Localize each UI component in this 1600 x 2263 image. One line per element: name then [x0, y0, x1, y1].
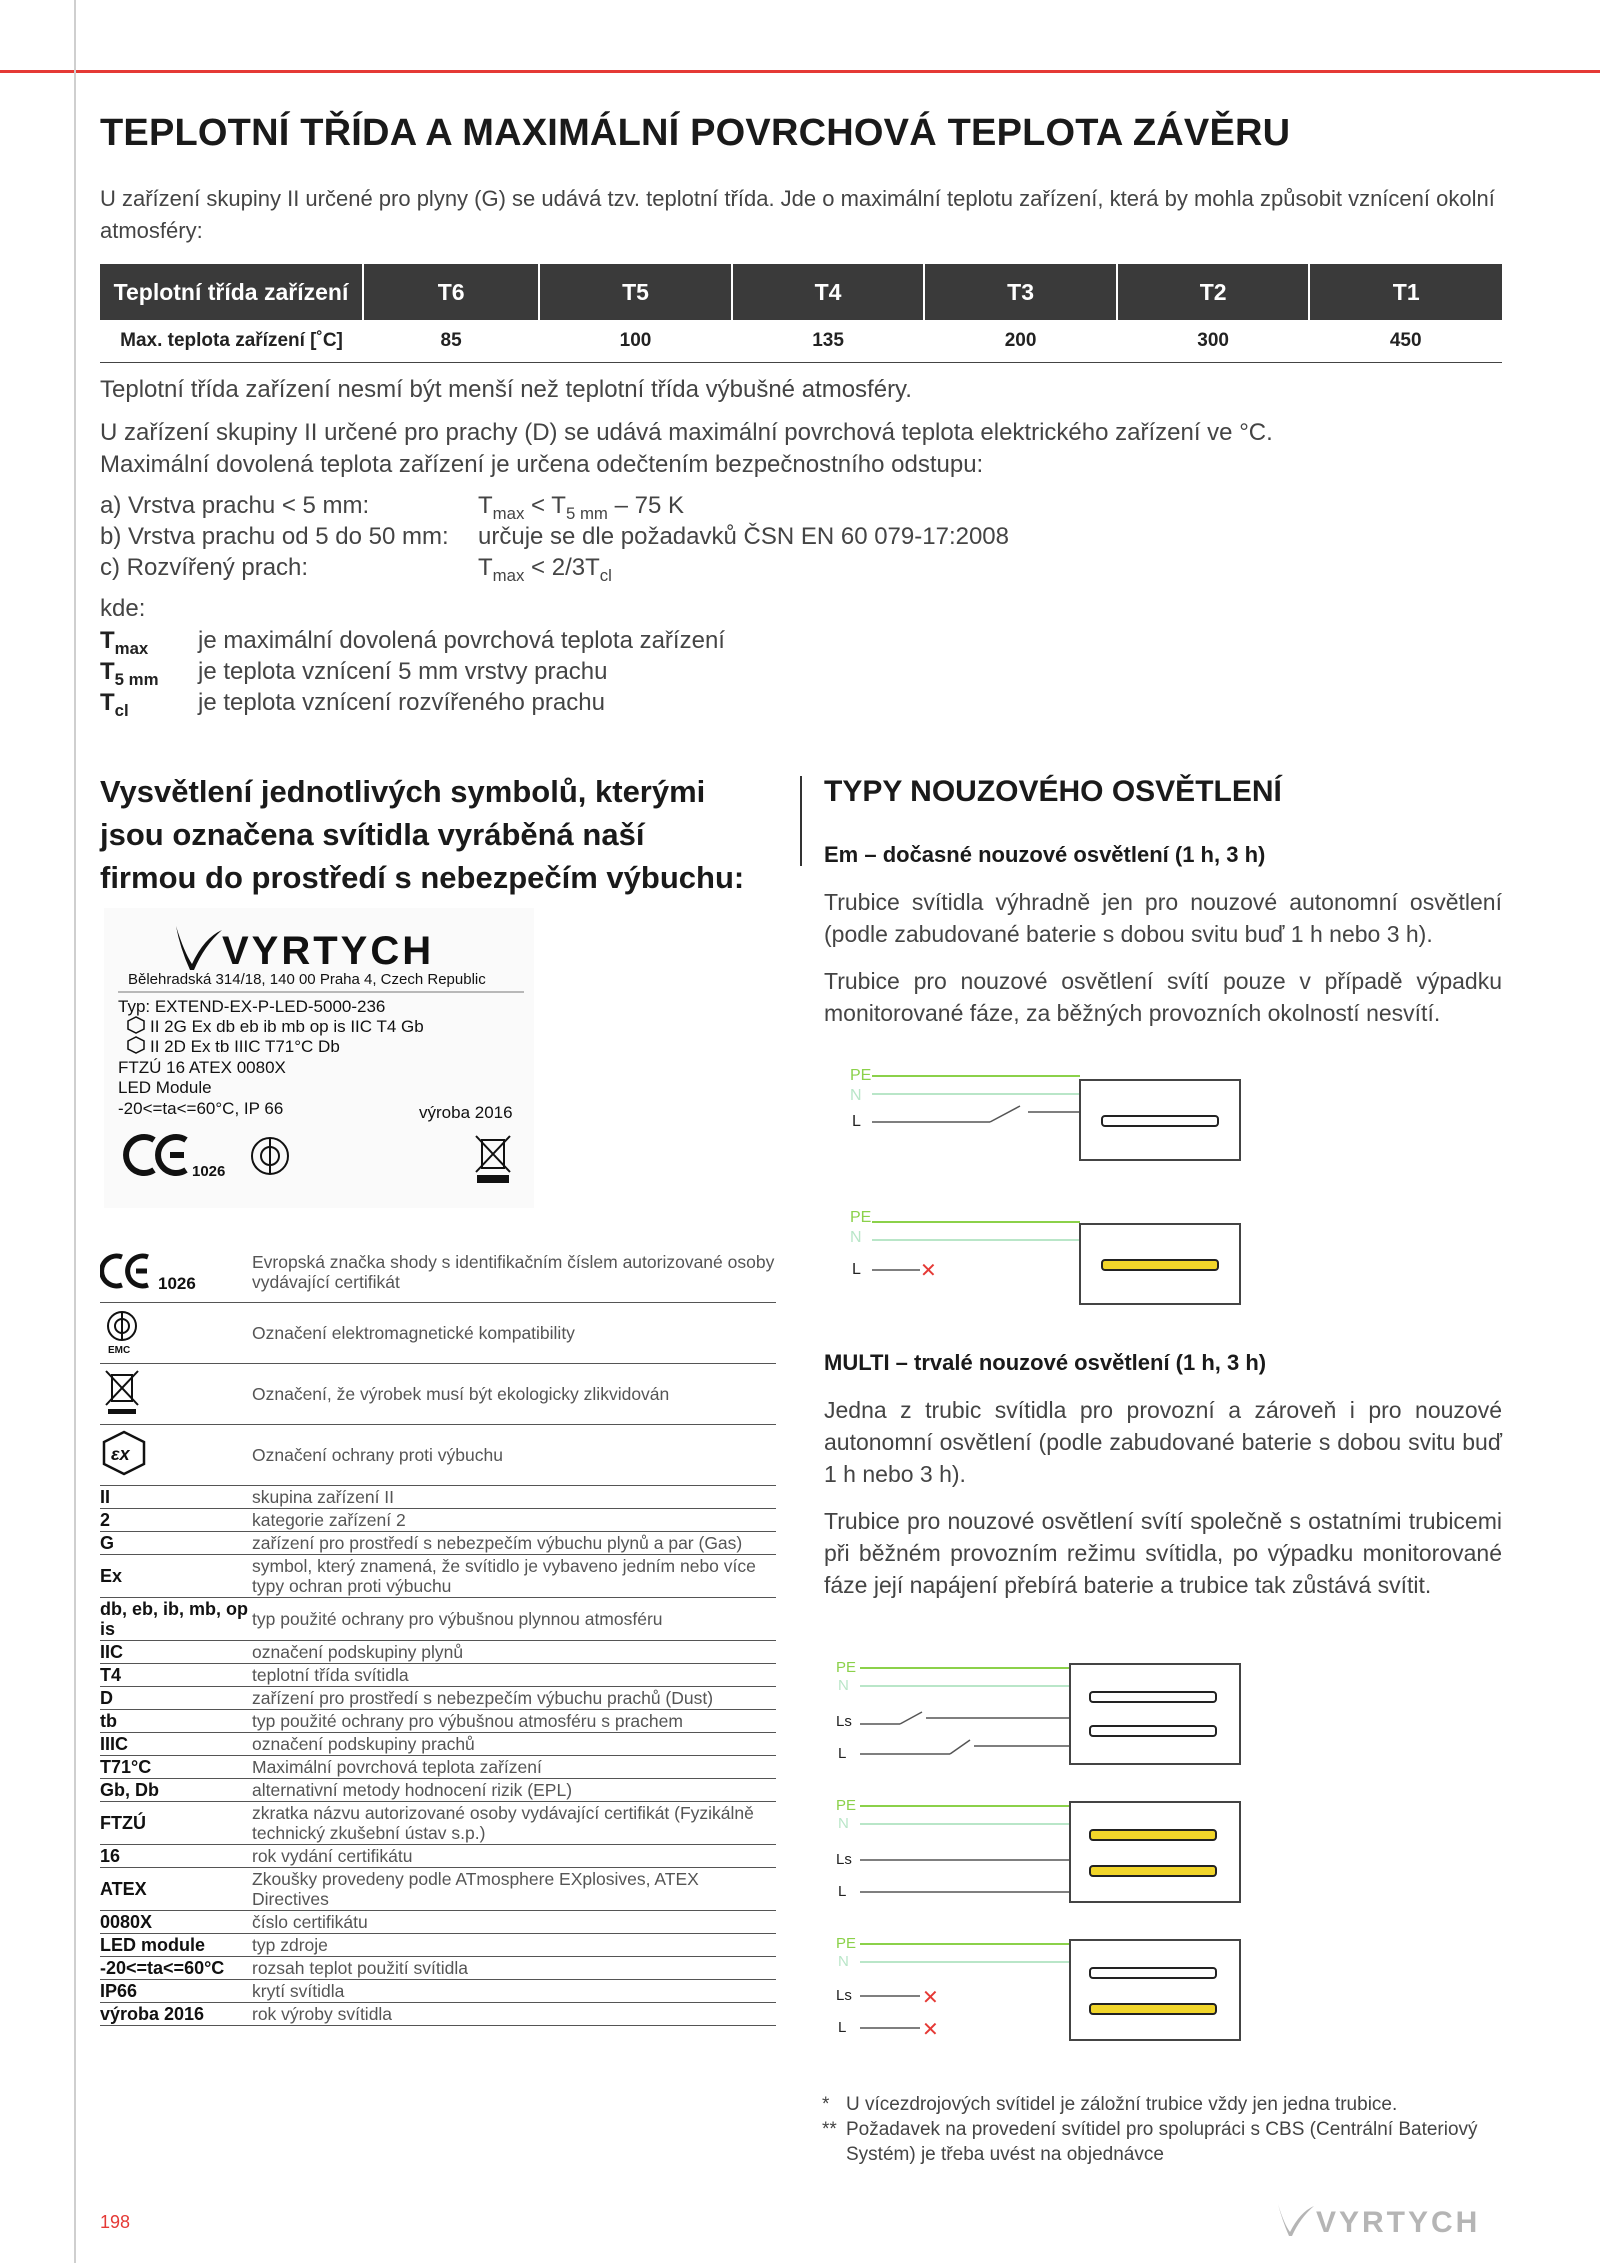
symbol-key: G: [100, 1532, 252, 1555]
table-row: [100, 1733, 776, 1756]
symbol-cell: [100, 1303, 252, 1364]
symbol-desc: typ použité ochrany pro výbušnou atmosféru s prachem: [252, 1710, 776, 1733]
table-row: [100, 1364, 776, 1425]
disconnected-x-icon: ✕: [922, 1987, 939, 2009]
symbol-letter: T: [100, 627, 115, 654]
paragraph: Maximální dovolená teplota zařízení je určena odečtením bezpečnostního odstupu:: [100, 451, 984, 478]
plate-type: Typ: EXTEND-EX-P-LED-5000-236: [118, 997, 386, 1016]
table-row: [100, 1598, 776, 1641]
symbol-key: výroba 2016: [100, 2003, 252, 2026]
symbol-key: II: [100, 1486, 252, 1509]
disconnected-x-icon: ✕: [920, 1260, 937, 1282]
weee-bin-icon: [476, 1136, 510, 1182]
plate-address: Bělehradská 314/18, 140 00 Praha 4, Czech Republic: [128, 971, 486, 988]
formula-subscript: cl: [599, 565, 612, 585]
symbol-subscript: max: [114, 638, 149, 658]
tube-on: [1090, 2004, 1216, 2014]
symbol-desc: zkratka názvu autorizované osoby vydávající certifikát (Fyzikálně technický zkušební ústav s.p.): [252, 1802, 776, 1845]
footnote: [822, 2092, 1502, 2117]
symbols-heading: [100, 770, 790, 899]
symbol-desc: Maximální povrchová teplota zařízení: [252, 1756, 776, 1779]
table-row: [100, 1486, 776, 1509]
symbol-key: tb: [100, 1710, 252, 1733]
symbol-key: -20<=ta<=60°C: [100, 1957, 252, 1980]
symbol-desc: rozsah teplot použití svítidla: [252, 1957, 776, 1980]
table-row: [100, 1779, 776, 1802]
table-row: [100, 1242, 776, 1303]
plate-brand: VYRTYCH: [222, 929, 435, 973]
paragraph: U zařízení skupiny II určené pro prachy (D) se udává maximální povrchová teplota elektrického zařízení ve °C.: [100, 419, 1273, 446]
ce-mark-icon: [100, 1245, 220, 1295]
where-symbol: [100, 687, 129, 727]
where-label: kde:: [100, 595, 146, 622]
where-desc: je maximální dovolená povrchová teplota zařízení: [198, 627, 725, 654]
em-paragraph: Trubice svítidla výhradně jen pro nouzové autonomní osvětlení (podle zabudované baterie s dobou svitu buď 1 h nebo 3 h).: [824, 889, 1502, 947]
symbol-desc: Označení, že výrobek musí být ekologicky zlikvidován: [252, 1364, 776, 1425]
table-row: [100, 1868, 776, 1911]
symbol-subscript: 5 mm: [114, 669, 159, 689]
table-row-label: Max. teplota zařízení [˚C]: [100, 320, 363, 363]
wire-label-ls: Ls: [836, 1851, 852, 1868]
symbol-letter: T: [100, 658, 115, 685]
plate-cert: FTZÚ 16 ATEX 0080X: [118, 1058, 286, 1077]
multi-paragraph: Jedna z trubic svítidla pro provozní a zároveň i pro nouzové autonomní osvětlení (podle zabudované baterie s dobou svitu buď 1 h nebo 3 h).: [824, 1397, 1502, 1487]
wire-label-n: N: [838, 1953, 849, 1970]
symbol-desc: alternativní metody hodnocení rizik (EPL): [252, 1779, 776, 1802]
plate-ex-dust: II 2D Ex tb IIIC T71°C Db: [150, 1037, 340, 1056]
page-number: 198: [100, 2212, 131, 2232]
symbol-desc: Označení elektromagnetické kompatibility: [252, 1303, 776, 1364]
paragraph: Teplotní třída zařízení nesmí být menší než teplotní třída výbušné atmosféry.: [100, 376, 912, 403]
tube-off: [1090, 1692, 1216, 1702]
wire-label-pe: PE: [836, 1797, 857, 1814]
wire-label-l: L: [838, 1883, 847, 1900]
disconnected-x-icon: ✕: [922, 2019, 939, 2041]
tube-off: [1090, 1726, 1216, 1736]
footnote-mark: **: [822, 2119, 837, 2140]
tube-off: [1090, 1968, 1216, 1978]
luminaire-box: [1070, 1940, 1240, 2040]
symbol-desc: označení podskupiny prachů: [252, 1733, 776, 1756]
formula-subscript: max: [492, 565, 525, 585]
symbol-letter: T: [100, 689, 115, 716]
symbol-key: ATEX: [100, 1868, 252, 1911]
table-row: [100, 320, 1502, 363]
label-plate-graphic: [104, 908, 534, 1208]
symbols-table: [100, 1242, 776, 2026]
table-header-cell: T5: [539, 264, 732, 320]
symbol-key: 0080X: [100, 1911, 252, 1934]
left-margin-line: [74, 0, 76, 2263]
wire-label-n: N: [838, 1815, 849, 1832]
rule-c-label: c) Rozvířený prach:: [100, 554, 309, 581]
symbol-key: 2: [100, 1509, 252, 1532]
symbol-key: FTZÚ: [100, 1802, 252, 1845]
wire-label-ls: Ls: [836, 1713, 852, 1730]
footnote-mark: *: [822, 2094, 830, 2115]
multi-paragraph: Trubice pro nouzové osvětlení svítí společně s ostatními trubicemi při běžném provozním režimu svítidla, po výpadku monitorované fáze její napájení přebírá baterie a trubice tak zůstává svítit.: [824, 1508, 1502, 1598]
table-row: [100, 1303, 776, 1364]
plate-year: výroba 2016: [419, 1103, 513, 1122]
table-row: [100, 1845, 776, 1868]
formula-part: – 75 K: [607, 492, 684, 519]
table-row: [100, 1509, 776, 1532]
symbol-cell: [100, 1425, 252, 1486]
vyrtych-logo-icon: [1272, 2196, 1512, 2240]
table-row: [100, 1532, 776, 1555]
wire-label-l: L: [838, 1745, 847, 1762]
table-cell: 450: [1309, 320, 1502, 363]
symbol-desc: teplotní třída svítidla: [252, 1664, 776, 1687]
emergency-lighting-heading: TYPY NOUZOVÉHO OSVĚTLENÍ: [824, 775, 1282, 808]
emc-icon: [252, 1138, 288, 1174]
temperature-class-table: [100, 264, 1502, 363]
label-plate: [104, 908, 534, 1208]
symbol-key: IIC: [100, 1641, 252, 1664]
table-row: [100, 1664, 776, 1687]
ce-number: 1026: [158, 1274, 196, 1293]
table-header-label: Teplotní třída zařízení: [100, 264, 363, 320]
symbol-desc: rok výroby svítidla: [252, 2003, 776, 2026]
wire-label-l: L: [838, 2019, 847, 2036]
symbol-key: 16: [100, 1845, 252, 1868]
wire-label-pe: PE: [836, 1659, 857, 1676]
symbol-key: db, eb, ib, mb, op is: [100, 1598, 252, 1641]
table-header-cell: T2: [1117, 264, 1310, 320]
wire-label-n: N: [838, 1677, 849, 1694]
formula-symbol: T: [478, 554, 493, 581]
symbol-desc: kategorie zařízení 2: [252, 1509, 776, 1532]
formula-symbol: T: [478, 492, 493, 519]
formula-part: < T: [524, 492, 566, 519]
tube-off: [1102, 1116, 1218, 1126]
table-cell: 85: [363, 320, 539, 363]
table-row: [100, 2003, 776, 2026]
wire-label-pe: PE: [850, 1209, 872, 1226]
svg-text:EMC: EMC: [108, 1345, 131, 1356]
emc-icon: [100, 1306, 160, 1356]
symbol-desc: typ zdroje: [252, 1934, 776, 1957]
table-row: [100, 1911, 776, 1934]
symbol-key: IP66: [100, 1980, 252, 2003]
footnote-text: Požadavek na provedení svítidel pro spolupráci s CBS (Centrální Bateriový Systém) je třeba uvést na objednávce: [846, 2119, 1478, 2165]
column-divider: [800, 776, 802, 866]
formula-subscript: max: [492, 503, 525, 523]
table-cell: 135: [732, 320, 925, 363]
rule-b-value: určuje se dle požadavků ČSN EN 60 079-17:2008: [478, 523, 1009, 550]
page-title: TEPLOTNÍ TŘÍDA A MAXIMÁLNÍ POVRCHOVÁ TEPLOTA ZÁVĚRU: [100, 112, 1291, 154]
plate-ex-gas: II 2G Ex db eb ib mb op is IIC T4 Gb: [150, 1017, 424, 1036]
symbol-desc: Evropská značka shody s identifikačním číslem autorizované osoby vydávající certifikát: [252, 1242, 776, 1303]
symbol-desc: číslo certifikátu: [252, 1911, 776, 1934]
symbol-desc: označení podskupiny plynů: [252, 1641, 776, 1664]
table-row: [100, 1980, 776, 2003]
table-header-cell: T3: [924, 264, 1117, 320]
tube-on: [1090, 1830, 1216, 1840]
em-paragraph: Trubice pro nouzové osvětlení svítí pouze v případě výpadku monitorované fáze, za běžných provozních okolností nesvítí.: [824, 968, 1502, 1026]
symbol-key: T4: [100, 1664, 252, 1687]
wire-label-ls: Ls: [836, 1987, 852, 2004]
weee-bin-icon: [100, 1367, 160, 1417]
symbol-cell: [100, 1242, 252, 1303]
rule-a-label: a) Vrstva prachu < 5 mm:: [100, 492, 370, 519]
footer-logo-text: VYRTYCH: [1316, 2206, 1481, 2239]
table-row: [100, 1641, 776, 1664]
table-row: [100, 1934, 776, 1957]
heading-line: Vysvětlení jednotlivých symbolů, kterými: [100, 774, 706, 809]
intro-text: U zařízení skupiny II určené pro plyny (G) se udává tzv. teplotní třída. Jde o maximální teplotu zařízení, která by mohla způsobit vznícení okolní atmosféry:: [100, 186, 1495, 243]
em-title: Em – dočasné nouzové osvětlení (1 h, 3 h): [824, 842, 1266, 867]
symbol-cell: [100, 1364, 252, 1425]
symbol-key: LED module: [100, 1934, 252, 1957]
wire-label-pe: PE: [836, 1935, 857, 1952]
wire-label-l: L: [852, 1113, 861, 1130]
symbol-key: Ex: [100, 1555, 252, 1598]
symbol-desc: zařízení pro prostředí s nebezpečím výbuchu plynů a par (Gas): [252, 1532, 776, 1555]
table-header-row: [100, 264, 1502, 320]
table-row: [100, 1802, 776, 1845]
ex-mark-icon: [128, 1017, 144, 1033]
footer-logo: [1272, 2196, 1512, 2240]
tube-on: [1102, 1260, 1218, 1270]
rule-c-formula: [478, 552, 612, 592]
symbol-key: T71°C: [100, 1756, 252, 1779]
formula-part: < 2/3T: [524, 554, 600, 581]
symbol-desc: skupina zařízení II: [252, 1486, 776, 1509]
where-desc: je teplota vznícení 5 mm vrstvy prachu: [198, 658, 608, 685]
table-header-cell: T4: [732, 264, 925, 320]
luminaire-box: [1070, 1664, 1240, 1764]
symbol-desc: zařízení pro prostředí s nebezpečím výbuchu prachů (Dust): [252, 1687, 776, 1710]
symbol-key: IIIC: [100, 1733, 252, 1756]
wire-label-pe: PE: [850, 1067, 872, 1084]
table-row: [100, 1687, 776, 1710]
wire-label-n: N: [850, 1087, 862, 1104]
footnote: [822, 2117, 1502, 2167]
symbol-desc: Označení ochrany proti výbuchu: [252, 1425, 776, 1486]
table-row: [100, 1425, 776, 1486]
heading-line: jsou označena svítidla vyráběná naší: [100, 817, 645, 852]
footnotes: [822, 2092, 1502, 2167]
table-header-cell: T1: [1309, 264, 1502, 320]
symbol-desc: symbol, který znamená, že svítidlo je vybaveno jedním nebo více typy ochran proti výbuchu: [252, 1555, 776, 1598]
table-row: [100, 1756, 776, 1779]
svg-text:εx: εx: [111, 1444, 130, 1464]
vyrtych-logo-icon: [176, 926, 222, 970]
rule-b-label: b) Vrstva prachu od 5 do 50 mm:: [100, 523, 449, 550]
wire-label-n: N: [850, 1229, 862, 1246]
footnote-text: U vícezdrojových svítidel je záložní trubice vždy jen jedna trubice.: [846, 2094, 1398, 2115]
plate-module: LED Module: [118, 1078, 212, 1097]
table-header-cell: T6: [363, 264, 539, 320]
symbol-desc: Zkoušky provedeny podle ATmosphere EXplosives, ATEX Directives: [252, 1868, 776, 1911]
table-cell: 100: [539, 320, 732, 363]
heading-line: firmou do prostředí s nebezpečím výbuchu:: [100, 860, 745, 895]
ex-mark-icon: [128, 1037, 144, 1053]
symbol-desc: typ použité ochrany pro výbušnou plynnou atmosféru: [252, 1598, 776, 1641]
symbol-subscript: cl: [114, 700, 129, 720]
table-row: [100, 1710, 776, 1733]
wire-label-l: L: [852, 1261, 861, 1278]
table-row: [100, 1957, 776, 1980]
formula-subscript: 5 mm: [565, 503, 608, 523]
em-wiring-diagram: [840, 1060, 1250, 1320]
symbol-desc: rok vydání certifikátu: [252, 1845, 776, 1868]
ex-hexagon-icon: [100, 1428, 160, 1478]
luminaire-box: [1070, 1802, 1240, 1902]
ce-mark-icon: [126, 1137, 186, 1173]
tube-on: [1090, 1866, 1216, 1876]
plate-temp: -20<=ta<=60°C, IP 66: [118, 1099, 284, 1118]
multi-wiring-diagram: [830, 1654, 1250, 2054]
symbol-key: Gb, Db: [100, 1779, 252, 1802]
table-cell: 200: [924, 320, 1117, 363]
symbol-key: D: [100, 1687, 252, 1710]
multi-title: MULTI – trvalé nouzové osvětlení (1 h, 3 h): [824, 1350, 1267, 1375]
table-row: [100, 1555, 776, 1598]
top-accent-line: [0, 70, 1600, 73]
table-cell: 300: [1117, 320, 1310, 363]
where-desc: je teplota vznícení rozvířeného prachu: [198, 689, 605, 716]
plate-ce-number: 1026: [192, 1163, 226, 1180]
symbol-desc: krytí svítidla: [252, 1980, 776, 2003]
